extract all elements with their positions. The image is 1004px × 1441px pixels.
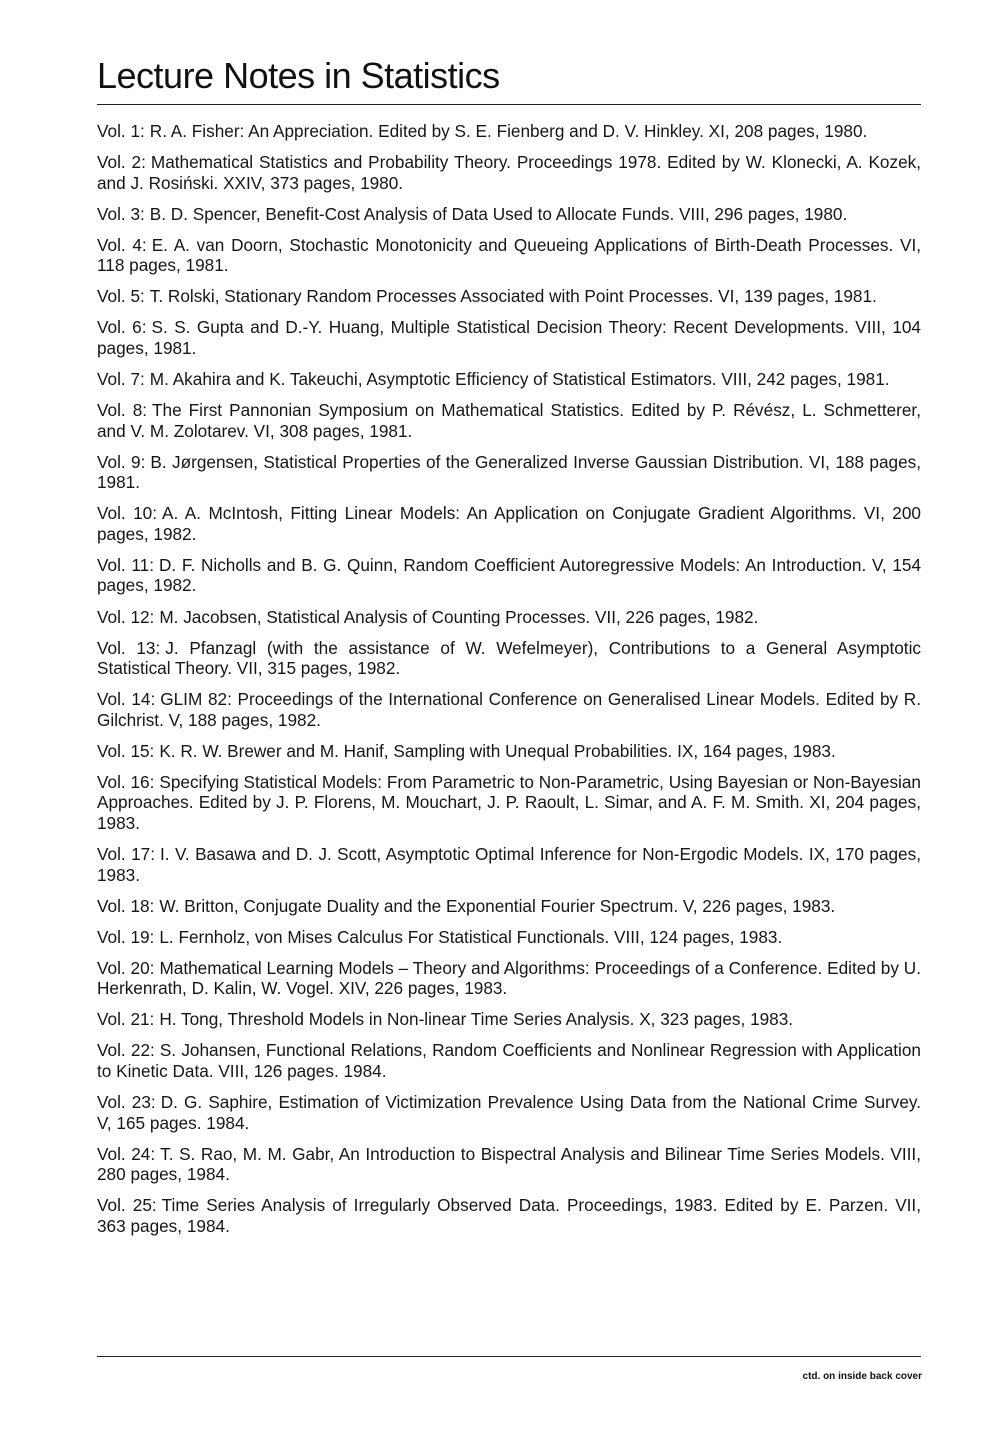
- volume-entry: [97, 121, 921, 142]
- volume-label: Vol. 10:: [97, 503, 158, 524]
- volume-label: Vol. 2:: [97, 152, 146, 173]
- volume-entry: [97, 927, 921, 948]
- volume-label: Vol. 13:: [97, 637, 161, 658]
- volume-entry: [97, 772, 921, 834]
- volume-description: J. Pfanzagl (with the assistance of W. Wefelmeyer), Contributions to a General Asymptotic Statistical Theory. VII, 315 pages, 1982.: [97, 637, 921, 679]
- volume-description: S. Johansen, Functional Relations, Random Coefficients and Nonlinear Regression with Application to Kinetic Data. VIII, 126 pages. 1984.: [97, 1040, 921, 1081]
- volume-description: M. Jacobsen, Statistical Analysis of Counting Processes. VII, 226 pages, 1982.: [159, 606, 759, 627]
- volume-description: I. V. Basawa and D. J. Scott, Asymptotic Optimal Inference for Non-Ergodic Models. IX, 170 pages, 1983.: [97, 844, 921, 885]
- volume-label: Vol. 16:: [97, 771, 155, 792]
- volume-entry: [97, 452, 921, 493]
- volume-label: Vol. 9:: [97, 451, 146, 472]
- volume-description: The First Pannonian Symposium on Mathematical Statistics. Edited by P. Révész, L. Schmetterer, and V. M. Zolotarev. VI, 308 pages, 1981.: [97, 400, 921, 441]
- volume-label: Vol. 4:: [97, 234, 147, 255]
- volume-description: GLIM 82: Proceedings of the International Conference on Generalised Linear Models. Edited by R. Gilchrist. V, 188 pages, 1982.: [97, 689, 921, 730]
- volume-label: Vol. 19:: [97, 926, 155, 947]
- volume-description: T. S. Rao, M. M. Gabr, An Introduction to Bispectral Analysis and Bilinear Time Series Models. VIII, 280 pages, 1984.: [97, 1143, 921, 1185]
- volume-description: Specifying Statistical Models: From Parametric to Non-Parametric, Using Bayesian or Non-Bayesian Approaches. Edited by J. P. Florens, M. Mouchart, J. P. Raoult, L. Simar, and A. F. M. Smith. XI, 204 pages, 1983.: [97, 771, 921, 833]
- volume-label: Vol. 25:: [97, 1195, 157, 1216]
- volume-entry: [97, 1195, 921, 1236]
- top-divider: [97, 104, 921, 105]
- continued-note: ctd. on inside back cover: [802, 1371, 922, 1382]
- volume-label: Vol. 14:: [97, 689, 156, 710]
- volume-entry: [97, 235, 921, 276]
- volume-entry: [97, 555, 921, 596]
- volume-description: K. R. W. Brewer and M. Hanif, Sampling with Unequal Probabilities. IX, 164 pages, 1983.: [159, 740, 836, 761]
- volume-entry: [97, 638, 921, 679]
- volume-description: D. G. Saphire, Estimation of Victimization Prevalence Using Data from the National Crime Survey. V, 165 pages. 1984.: [97, 1092, 921, 1133]
- volume-entry: [97, 369, 921, 390]
- volume-entry: [97, 741, 921, 762]
- volume-description: A. A. McIntosh, Fitting Linear Models: An Application on Conjugate Gradient Algorithms. VI, 200 pages, 1982.: [97, 503, 921, 544]
- volume-description: L. Fernholz, von Mises Calculus For Statistical Functionals. VIII, 124 pages, 1983.: [159, 926, 783, 947]
- volume-entry: [97, 607, 921, 628]
- volume-description: W. Britton, Conjugate Duality and the Exponential Fourier Spectrum. V, 226 pages, 1983.: [159, 895, 836, 916]
- volume-label: Vol. 12:: [97, 606, 155, 627]
- volume-entry: [97, 844, 921, 885]
- volume-label: Vol. 24:: [97, 1143, 156, 1164]
- volume-label: Vol. 5:: [97, 286, 145, 307]
- volume-entry: [97, 1009, 921, 1030]
- volume-entry: [97, 1092, 921, 1133]
- volume-description: Time Series Analysis of Irregularly Observed Data. Proceedings, 1983. Edited by E. Parzen. VII, 363 pages, 1984.: [97, 1195, 921, 1236]
- volume-label: Vol. 23:: [97, 1092, 156, 1113]
- volume-entry: [97, 958, 921, 999]
- volume-label: Vol. 22:: [97, 1040, 155, 1061]
- volume-label: Vol. 15:: [97, 740, 155, 761]
- volume-entry: [97, 896, 921, 917]
- volume-label: Vol. 3:: [97, 203, 145, 224]
- volume-description: H. Tong, Threshold Models in Non-linear Time Series Analysis. X, 323 pages, 1983.: [159, 1009, 794, 1030]
- volume-description: R. A. Fisher: An Appreciation. Edited by S. E. Fienberg and D. V. Hinkley. XI, 208 pages, 1980.: [149, 121, 868, 141]
- volume-list: [97, 121, 921, 1247]
- volume-description: B. D. Spencer, Benefit-Cost Analysis of Data Used to Allocate Funds. VIII, 296 pages, 1980.: [149, 203, 848, 224]
- volume-label: Vol. 17:: [97, 844, 155, 864]
- volume-entry: [97, 152, 921, 193]
- volume-label: Vol. 18:: [97, 895, 155, 916]
- volume-description: T. Rolski, Stationary Random Processes Associated with Point Processes. VI, 139 pages, 1981.: [149, 286, 877, 307]
- volume-entry: [97, 317, 921, 358]
- volume-label: Vol. 21:: [97, 1009, 155, 1030]
- volume-description: B. Jørgensen, Statistical Properties of the Generalized Inverse Gaussian Distribution. VI, 188 pages, 1981.: [97, 451, 921, 493]
- volume-entry: [97, 1144, 921, 1185]
- volume-entry: [97, 286, 921, 307]
- volume-description: E. A. van Doorn, Stochastic Monotonicity and Queueing Applications of Birth-Death Processes. VI, 118 pages, 1981.: [97, 234, 921, 276]
- volume-entry: [97, 400, 921, 441]
- volume-label: Vol. 7:: [97, 369, 145, 390]
- volume-entry: [97, 204, 921, 225]
- volume-description: Mathematical Statistics and Probability Theory. Proceedings 1978. Edited by W. Klonecki, A. Kozek, and J. Rosiński. XXIV, 373 pages, 1980.: [97, 152, 921, 193]
- volume-label: Vol. 6:: [97, 317, 147, 338]
- volume-description: D. F. Nicholls and B. G. Quinn, Random Coefficient Autoregressive Models: An Introduction. V, 154 pages, 1982.: [97, 554, 922, 596]
- volume-entry: [97, 689, 921, 730]
- volume-label: Vol. 1:: [97, 121, 145, 141]
- volume-label: Vol. 8:: [97, 400, 148, 421]
- bottom-divider: [97, 1356, 921, 1357]
- volume-label: Vol. 20:: [97, 957, 155, 978]
- page-title: Lecture Notes in Statistics: [97, 55, 500, 96]
- volume-label: Vol. 11:: [97, 554, 154, 575]
- volume-description: S. S. Gupta and D.-Y. Huang, Multiple Statistical Decision Theory: Recent Developments. VIII, 104 pages, 1981.: [97, 317, 921, 358]
- volume-description: Mathematical Learning Models – Theory and Algorithms: Proceedings of a Conference. Edited by U. Herkenrath, D. Kalin, W. Vogel. XIV, 226 pages, 1983.: [97, 957, 921, 999]
- volume-entry: [97, 503, 921, 544]
- volume-description: M. Akahira and K. Takeuchi, Asymptotic Efficiency of Statistical Estimators. VIII, 242 pages, 1981.: [149, 369, 890, 390]
- volume-entry: [97, 1040, 921, 1081]
